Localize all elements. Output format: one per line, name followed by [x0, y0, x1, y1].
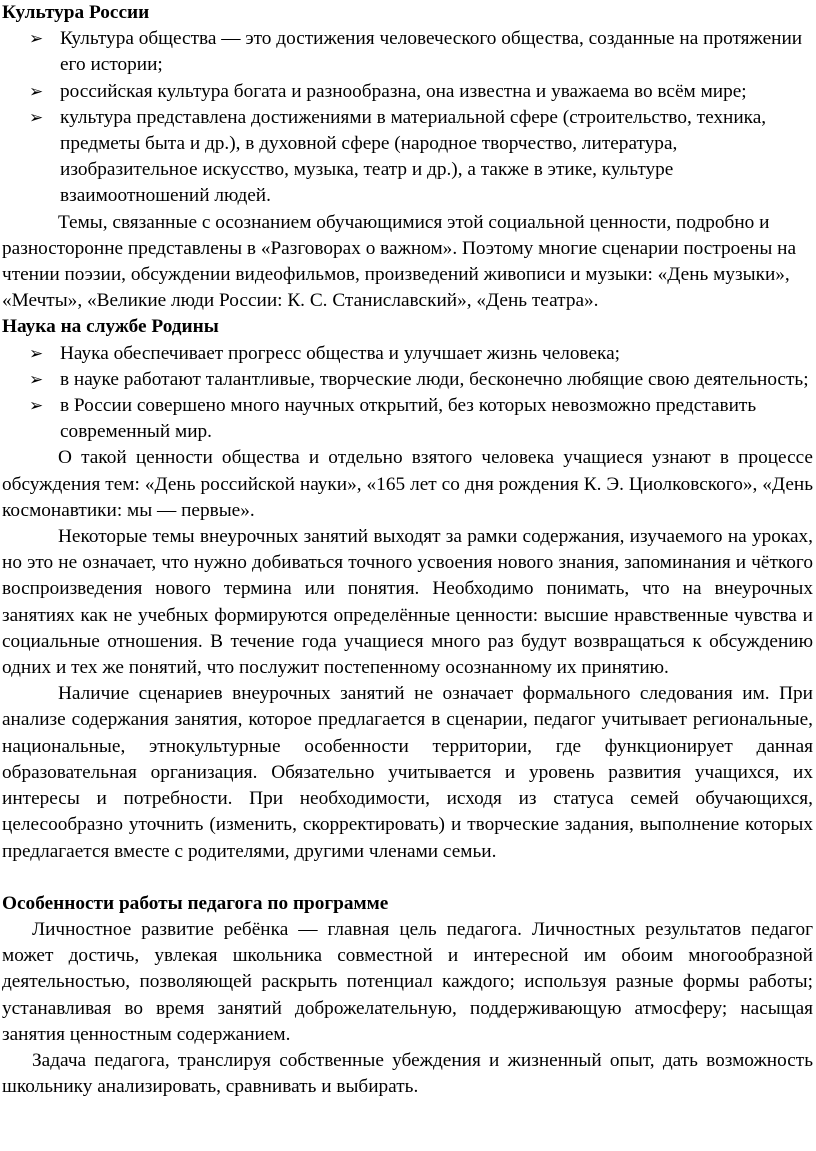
teacher-task-paragraph: Задача педагога, транслируя собственные убеждения и жизненный опыт, дать возможность школьнику анализировать, сравнивать и выбирать.: [2, 1049, 813, 1098]
list-item: [2, 341, 813, 367]
science-bullet-list: [2, 341, 813, 446]
list-item-text: в науке работают талантливые, творческие люди, бесконечно любящие свою деятельность;: [60, 368, 809, 390]
arrowhead-bullet-icon: ➢: [29, 81, 44, 102]
extracurricular-paragraph: Некоторые темы внеурочных занятий выходят за рамки содержания, изучаемого на уроках, но это не означает, что нужно добиваться точного усвоения нового знания, запоминания и чёткого воспроизведения нового термина или понятия. Необходимо понимать, что на внеурочных занятиях как не учебных формируются определённые ценности: высшие нравственные чувства и социальные отношения. В течение года учащиеся много раз будут возвращаться к обсуждению одних и тех же понятий, что послужит постепенному осознанному их принятию.: [2, 526, 813, 679]
arrowhead-bullet-icon: ➢: [29, 107, 44, 128]
teacher-paragraph: Личностное развитие ребёнка — главная цель педагога. Личностных результатов педагог может достичь, увлекая школьника совместной и интересной им обоим многообразной деятельностью, позволяющей раскрыть потенциал каждого; используя разные формы работы; устанавливая во время занятий доброжелательную, поддерживающую атмосферу; насыщая занятия ценностным содержанием.: [2, 918, 813, 1045]
list-item: [2, 105, 813, 210]
section-title-science: Наука на службе Родины: [2, 316, 219, 338]
section-title-teacher: Особенности работы педагога по программе: [2, 892, 389, 914]
list-item-text: в России совершено много научных открытий, без которых невозможно представить современный мир.: [60, 395, 757, 443]
list-item: [2, 367, 813, 393]
arrowhead-bullet-icon: ➢: [29, 396, 44, 417]
list-item-text: Наука обеспечивает прогресс общества и улучшает жизнь человека;: [60, 342, 621, 364]
science-paragraph: О такой ценности общества и отдельно взятого человека учащиеся узнают в процессе обсуждения тем: «День российской науки», «165 лет со дня рождения К. Э. Циолковского», «День космонавтики: мы — первые».: [2, 447, 813, 521]
scenarios-paragraph: Наличие сценариев внеурочных занятий не означает формального следования им. При анализе содержания занятия, которое предлагается в сценарии, педагог учитывает региональные, национальные, этнокультурные особенности территории, где функционирует данная образовательная организация. Обязательно учитывается и уровень развития учащихся, их интересы и потребности. При необходимости, исходя из статуса семей обучающихся, целесообразно уточнить (изменить, скорректировать) и творческие задания, выполнение которых предлагается вместе с родителями, другими членами семьи.: [2, 683, 813, 862]
arrowhead-bullet-icon: ➢: [29, 343, 44, 364]
list-item-text: Культура общества — это достижения человеческого общества, созданные на протяжении его истории;: [60, 28, 803, 76]
culture-bullet-list: [2, 26, 813, 209]
list-item: [2, 26, 813, 78]
culture-paragraph: Темы, связанные с осознанием обучающимися этой социальной ценности, подробно и разносторонне представлены в «Разговорах о важном». Поэтому многие сценарии построены на чтении поэзии, обсуждении видеофильмов, произведений живописи и музыки: «День музыки», «Мечты», «Великие люди России: К. С. Станиславский», «День театра».: [2, 211, 797, 312]
list-item-text: культура представлена достижениями в материальной сфере (строительство, техника, предметы быта и др.), в духовной сфере (народное творчество, литература, изобразительное искусство, музыка, театр и др.), а также в этике, культуре взаимоотношений людей.: [60, 106, 767, 207]
list-item: [2, 79, 813, 105]
section-spacer: [2, 865, 813, 891]
list-item-text: российская культура богата и разнообразна, она известна и уважаема во всём мире;: [60, 80, 747, 102]
arrowhead-bullet-icon: ➢: [29, 29, 44, 50]
list-item: [2, 393, 813, 445]
arrowhead-bullet-icon: ➢: [29, 369, 44, 390]
section-title-culture: Культура России: [2, 2, 150, 23]
